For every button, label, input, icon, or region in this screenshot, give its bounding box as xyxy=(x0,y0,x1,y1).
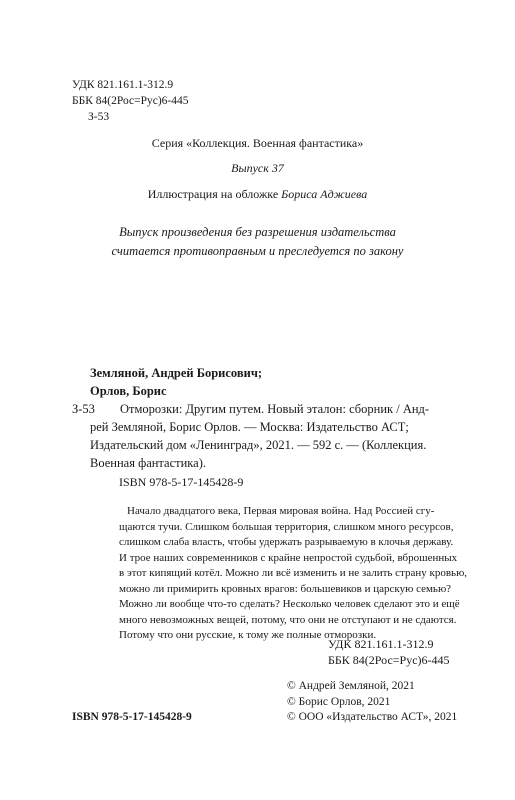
cover-credit xyxy=(0,187,515,202)
series-name: «Коллекция. Военная фантастика» xyxy=(186,136,364,150)
footer-bbk: ББК 84(2Рос=Рус)6-445 xyxy=(328,653,450,667)
legal-warning xyxy=(0,223,515,261)
legal-warning-line: считается противоправным и преследуется по закону xyxy=(111,244,404,258)
catalog-code: З-53 xyxy=(72,402,95,416)
catalog-author: Орлов, Борис xyxy=(90,384,167,398)
series-issue: Выпуск 37 xyxy=(231,161,284,175)
series-line xyxy=(0,136,515,151)
footer-isbn: ISBN 978-5-17-145428-9 xyxy=(72,711,192,723)
annotation-line: можно ли примирить кровных врагов: большевиков и царскую семью? xyxy=(119,582,452,595)
catalog-author: Земляной, Андрей Борисович; xyxy=(90,366,263,380)
annotation-line: Начало двадцатого века, Первая мировая война. Над Россией сгу- xyxy=(127,505,435,517)
udk-code: УДК 821.161.1-312.9 xyxy=(72,79,174,91)
catalog-description xyxy=(90,400,450,472)
annotation xyxy=(119,504,468,644)
series-prefix: Серия xyxy=(151,136,184,150)
footer-udk: УДК 821.161.1-312.9 xyxy=(328,637,434,651)
annotation-line: Потому что они русские, к тому же полные отморозки. xyxy=(119,629,377,641)
author-mark: З-53 xyxy=(88,111,110,123)
annotation-line: И трое наших современников с крайне непростой судьбой, вброшенных xyxy=(119,551,458,564)
annotation-line: Можно ли вообще что-то сделать? Несколько человек сделают это и ещё xyxy=(119,598,460,610)
annotation-line: много невозможных вещей, потому, что они не отступают и не сдаются. xyxy=(119,613,457,626)
catalog-line: Отморозки: Другим путем. Новый эталон: сборник / Анд- xyxy=(120,402,430,416)
catalog-line: Издательский дом «Ленинград», 2021. — 592 с. — (Коллекция. xyxy=(90,438,427,452)
copyright-block xyxy=(287,679,457,726)
legal-warning-line: Выпуск произведения без разрешения издательства xyxy=(119,225,396,239)
bbk-code: ББК 84(2Рос=Рус)6-445 xyxy=(72,95,189,107)
copyright-line: © Андрей Земляной, 2021 xyxy=(287,680,415,692)
cover-artist: Бориса Аджиева xyxy=(281,187,368,201)
cover-prefix: Иллюстрация на обложке xyxy=(147,187,279,201)
annotation-line: слишком слаба власть, чтобы удержать разрываемую в клочья державу. xyxy=(119,536,454,548)
catalog-authors xyxy=(90,364,262,400)
annotation-line: щаются тучи. Слишком большая территория, слишком много ресурсов, xyxy=(119,520,454,533)
catalog-isbn: ISBN 978-5-17-145428-9 xyxy=(119,475,244,489)
catalog-line: Военная фантастика). xyxy=(90,456,207,470)
catalog-line: рей Земляной, Борис Орлов. — Москва: Издательство АСТ; xyxy=(90,420,409,434)
copyright-line: © ООО «Издательство АСТ», 2021 xyxy=(287,711,458,723)
annotation-line: в этот кипящий котёл. Можно ли всё изменить и не залить страну кровью, xyxy=(119,567,468,579)
copyright-line: © Борис Орлов, 2021 xyxy=(287,695,391,708)
